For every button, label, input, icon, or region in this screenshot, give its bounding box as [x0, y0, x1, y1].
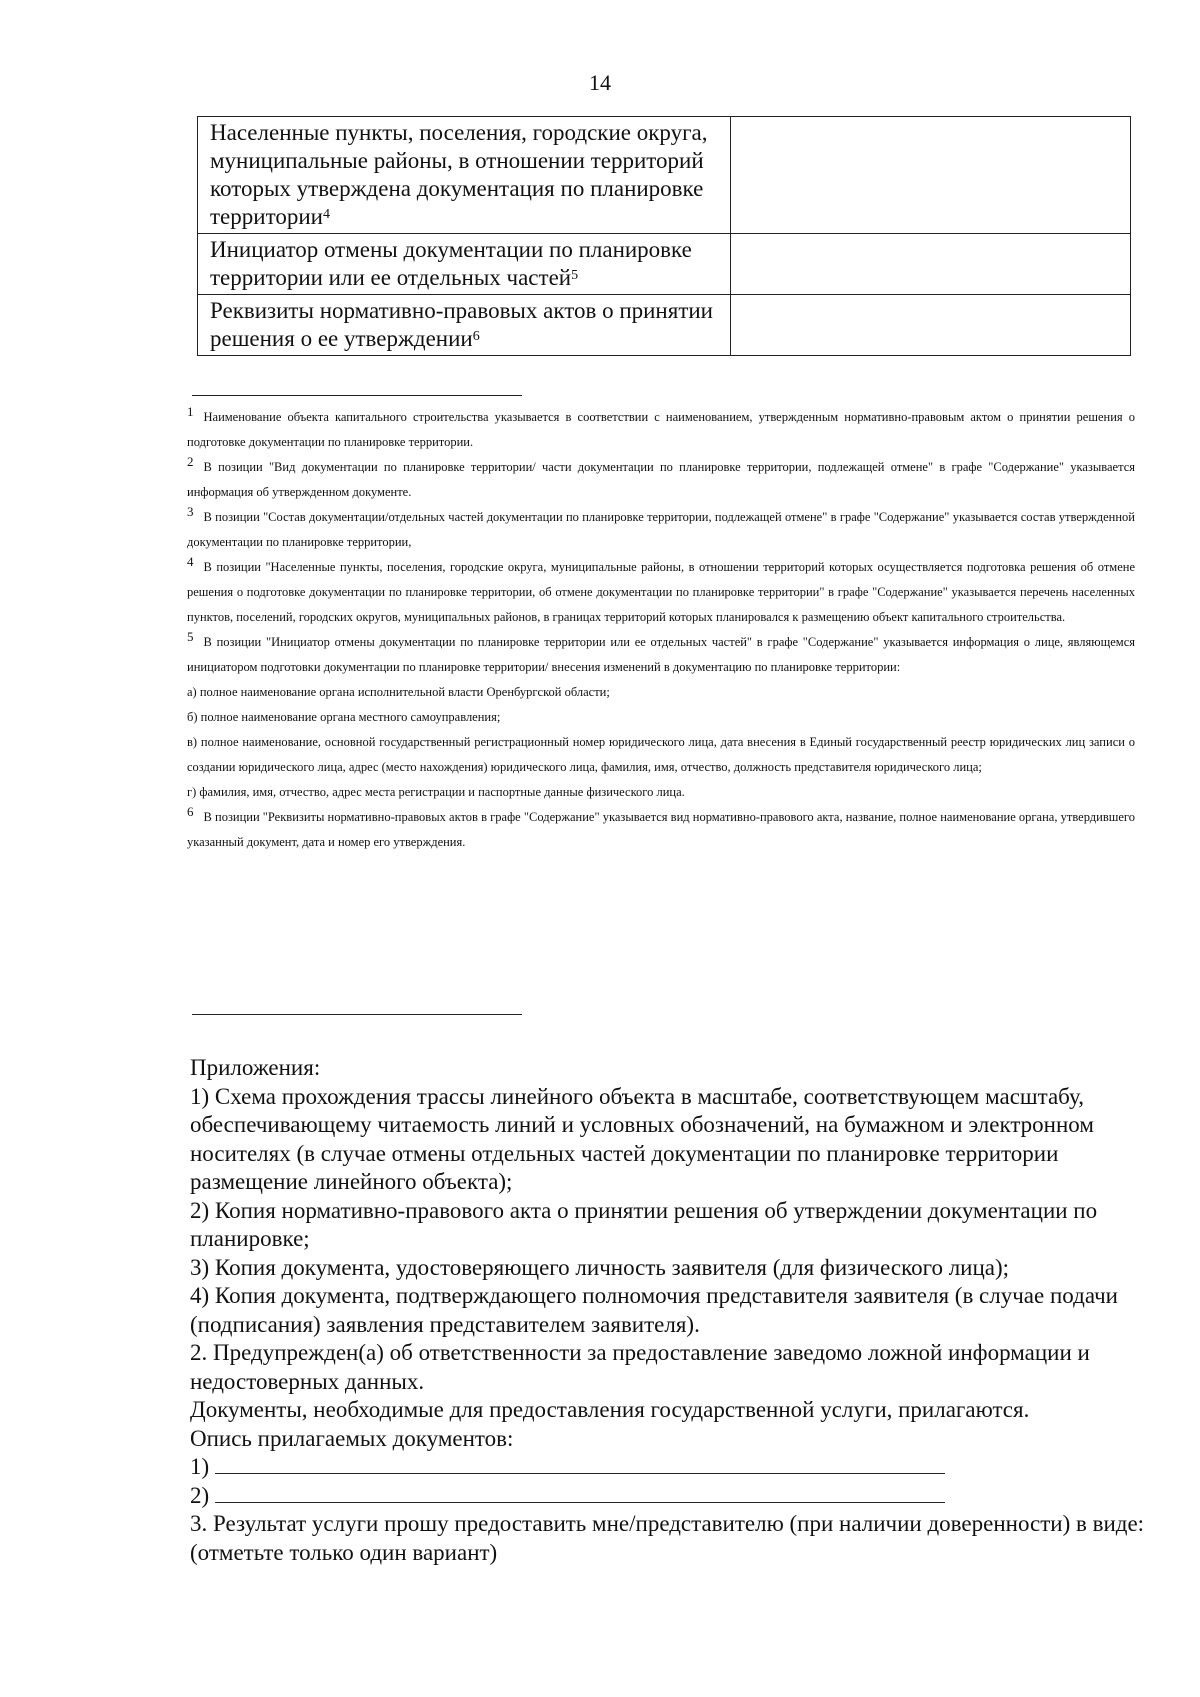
footnote: 1 Наименование объекта капитального строительства указывается в соответствии с наименованием, утвержденным нормативно-правовым актом о принятии решения о подготовке документации по планировке территории. [187, 404, 1135, 449]
page-number: 14 [589, 70, 611, 95]
table-row [198, 234, 1131, 295]
row-value-field[interactable] [730, 234, 1130, 295]
inventory-line: 1) [190, 1453, 1150, 1482]
inventory-line: 2) [190, 1482, 1150, 1511]
footnotes [187, 405, 1135, 855]
annex-item: 2) Копия нормативно-правового акта о принятии решения об утверждении документации по планировке; [190, 1197, 1098, 1251]
documents-statement: Документы, необходимые для предоставления государственной услуги, прилагаются. [190, 1397, 1030, 1422]
footnote: 6 В позиции "Реквизиты нормативно-правовых актов в графе "Содержание" указывается вид нормативно-правового акта, название, полное наименование органа, утвердившего указанный документ, дата и номер его утверждения. [187, 804, 1135, 849]
footnote: 3 В позиции "Состав документации/отдельных частей документации по планировке территории, подлежащей отмене" в графе "Содержание" указывается состав утвержденной документации по планировке территории, [187, 504, 1135, 549]
footnote-subitem: в) полное наименование, основной государственный регистрационный номер юридического лица, дата внесения в Единый государственный реестр юридических лиц записи о создании юридического лица, адрес (место нахождения) юридического лица, фамилия, имя, отчество, должность представителя юридического лица; [187, 735, 1135, 774]
footnote-subitem: г) фамилия, имя, отчество, адрес места регистрации и паспортные данные физического лица. [187, 785, 685, 799]
row-label: Инициатор отмены документации по планировке территории или ее отдельных частей$^5$ [198, 234, 731, 295]
warning-statement: 2. Предупрежден(а) об ответственности за предоставление заведомо ложной информации и недостоверных данных. [190, 1340, 1090, 1394]
footnote: 4 В позиции "Населенные пункты, поселения, городские округа, муниципальные районы, в отношении территорий которых осуществляется подготовка решения об отмене решения о подготовке документации по планировке территории, об отмене документации по планировке территории" в графе "Содержание" указывается перечень населенных пунктов, поселений, городских округов, муниципальных районов, в границах территорий которых планировался к размещению объект капитального строительства. [187, 554, 1135, 624]
annex-section [190, 1054, 1150, 1567]
footnote-subitem: б) полное наименование органа местного самоуправления; [187, 710, 501, 724]
footnote-ref: 6 [472, 329, 480, 344]
inventory-blank-field[interactable] [215, 1484, 945, 1503]
footnote-subitem: а) полное наименование органа исполнительной власти Оренбургской области; [187, 685, 610, 699]
row-label: Реквизиты нормативно-правовых актов о принятии решения о ее утверждении$^6$ [198, 295, 731, 356]
row-value-field[interactable] [730, 295, 1130, 356]
table-row [198, 295, 1131, 356]
section-divider [192, 1014, 522, 1015]
footnote-ref: 5 [571, 268, 579, 283]
footnote: 2 В позиции "Вид документации по планировке территории/ части документации по планировке территории, подлежащей отмене" в графе "Содержание" указывается информация об утвержденном документе. [187, 454, 1135, 499]
row-value-field[interactable] [730, 117, 1130, 234]
annex-item: 1) Схема прохождения трассы линейного объекта в масштабе, соответствующем масштабу, обеспечивающему читаемость линий и условных обозначений, на бумажном и электронном носителях (в случае отмены отдельных частей документации по планировке территории размещение линейного объекта); [190, 1083, 1094, 1194]
row-label: Населенные пункты, поселения, городские округа, муниципальные районы, в отношении территорий которых утверждена документация по планировке территории$^4$ [198, 117, 731, 234]
inventory-blank-field[interactable] [215, 1455, 945, 1474]
application-table [197, 116, 1131, 356]
annex-item: 3) Копия документа, удостоверяющего личность заявителя (для физического лица); [190, 1254, 1010, 1280]
result-statement: 3. Результат услуги прошу предоставить мне/представителю (при наличии доверенности) в виде: (отметьте только один вариант) [190, 1511, 1145, 1565]
footnote-divider [192, 395, 522, 396]
footnote: 5 В позиции "Инициатор отмены документации по планировке территории или ее отдельных частей" в графе "Содержание" указывается информация о лице, являющемся инициатором подготовки документации по планировке территории/ внесения изменений в документацию по планировке территории: [187, 629, 1135, 674]
table-row [198, 117, 1131, 234]
annex-heading: Приложения: [190, 1055, 321, 1080]
footnote-ref: 4 [322, 207, 330, 222]
annex-item: 4) Копия документа, подтверждающего полномочия представителя заявителя (в случае подачи (подписания) заявления представителем заявителя). [190, 1283, 1118, 1337]
inventory-heading: Опись прилагаемых документов: [190, 1425, 514, 1451]
